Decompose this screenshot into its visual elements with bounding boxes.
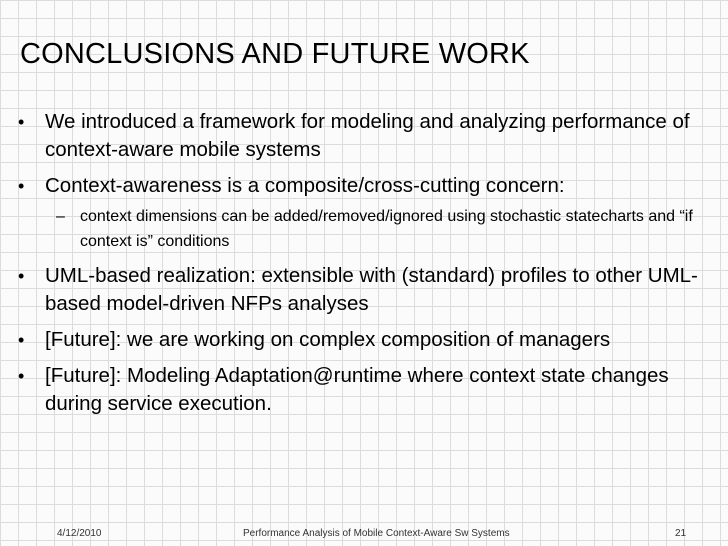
bullet-text: UML-based realization: extensible with (standard) profiles to other UML-based model-driven NFPs analyses [45, 264, 698, 315]
bullet-text: Context-awareness is a composite/cross-cutting concern: [45, 174, 565, 197]
footer-date: 4/12/2010 [57, 528, 102, 539]
bullet-item [18, 108, 718, 164]
bullet-item [18, 326, 718, 354]
sub-bullet-item [56, 204, 718, 254]
bullet-list [18, 108, 718, 418]
bullet-marker: • [18, 366, 25, 386]
footer-page-number: 21 [675, 528, 687, 539]
bullet-text: [Future]: we are working on complex composition of managers [45, 328, 611, 351]
sub-bullet-marker: – [56, 208, 65, 225]
bullet-marker: • [18, 112, 25, 132]
bullet-item [18, 362, 718, 418]
slide-title: CONCLUSIONS AND FUTURE WORK [20, 38, 530, 70]
bullet-marker: • [18, 176, 25, 196]
bullet-marker: • [18, 330, 25, 350]
bullet-marker: • [18, 266, 25, 286]
bullet-text: [Future]: Modeling Adaptation@runtime where context state changes during service execution. [45, 364, 669, 415]
footer-title: Performance Analysis of Mobile Context-Aware Sw Systems [243, 528, 510, 539]
bullet-text: We introduced a framework for modeling and analyzing performance of context-aware mobile systems [45, 110, 690, 161]
sub-bullet-text: context dimensions can be added/removed/ignored using stochastic statecharts and “if context is” conditions [80, 208, 693, 250]
bullet-item [18, 262, 718, 318]
bullet-item [18, 172, 718, 200]
